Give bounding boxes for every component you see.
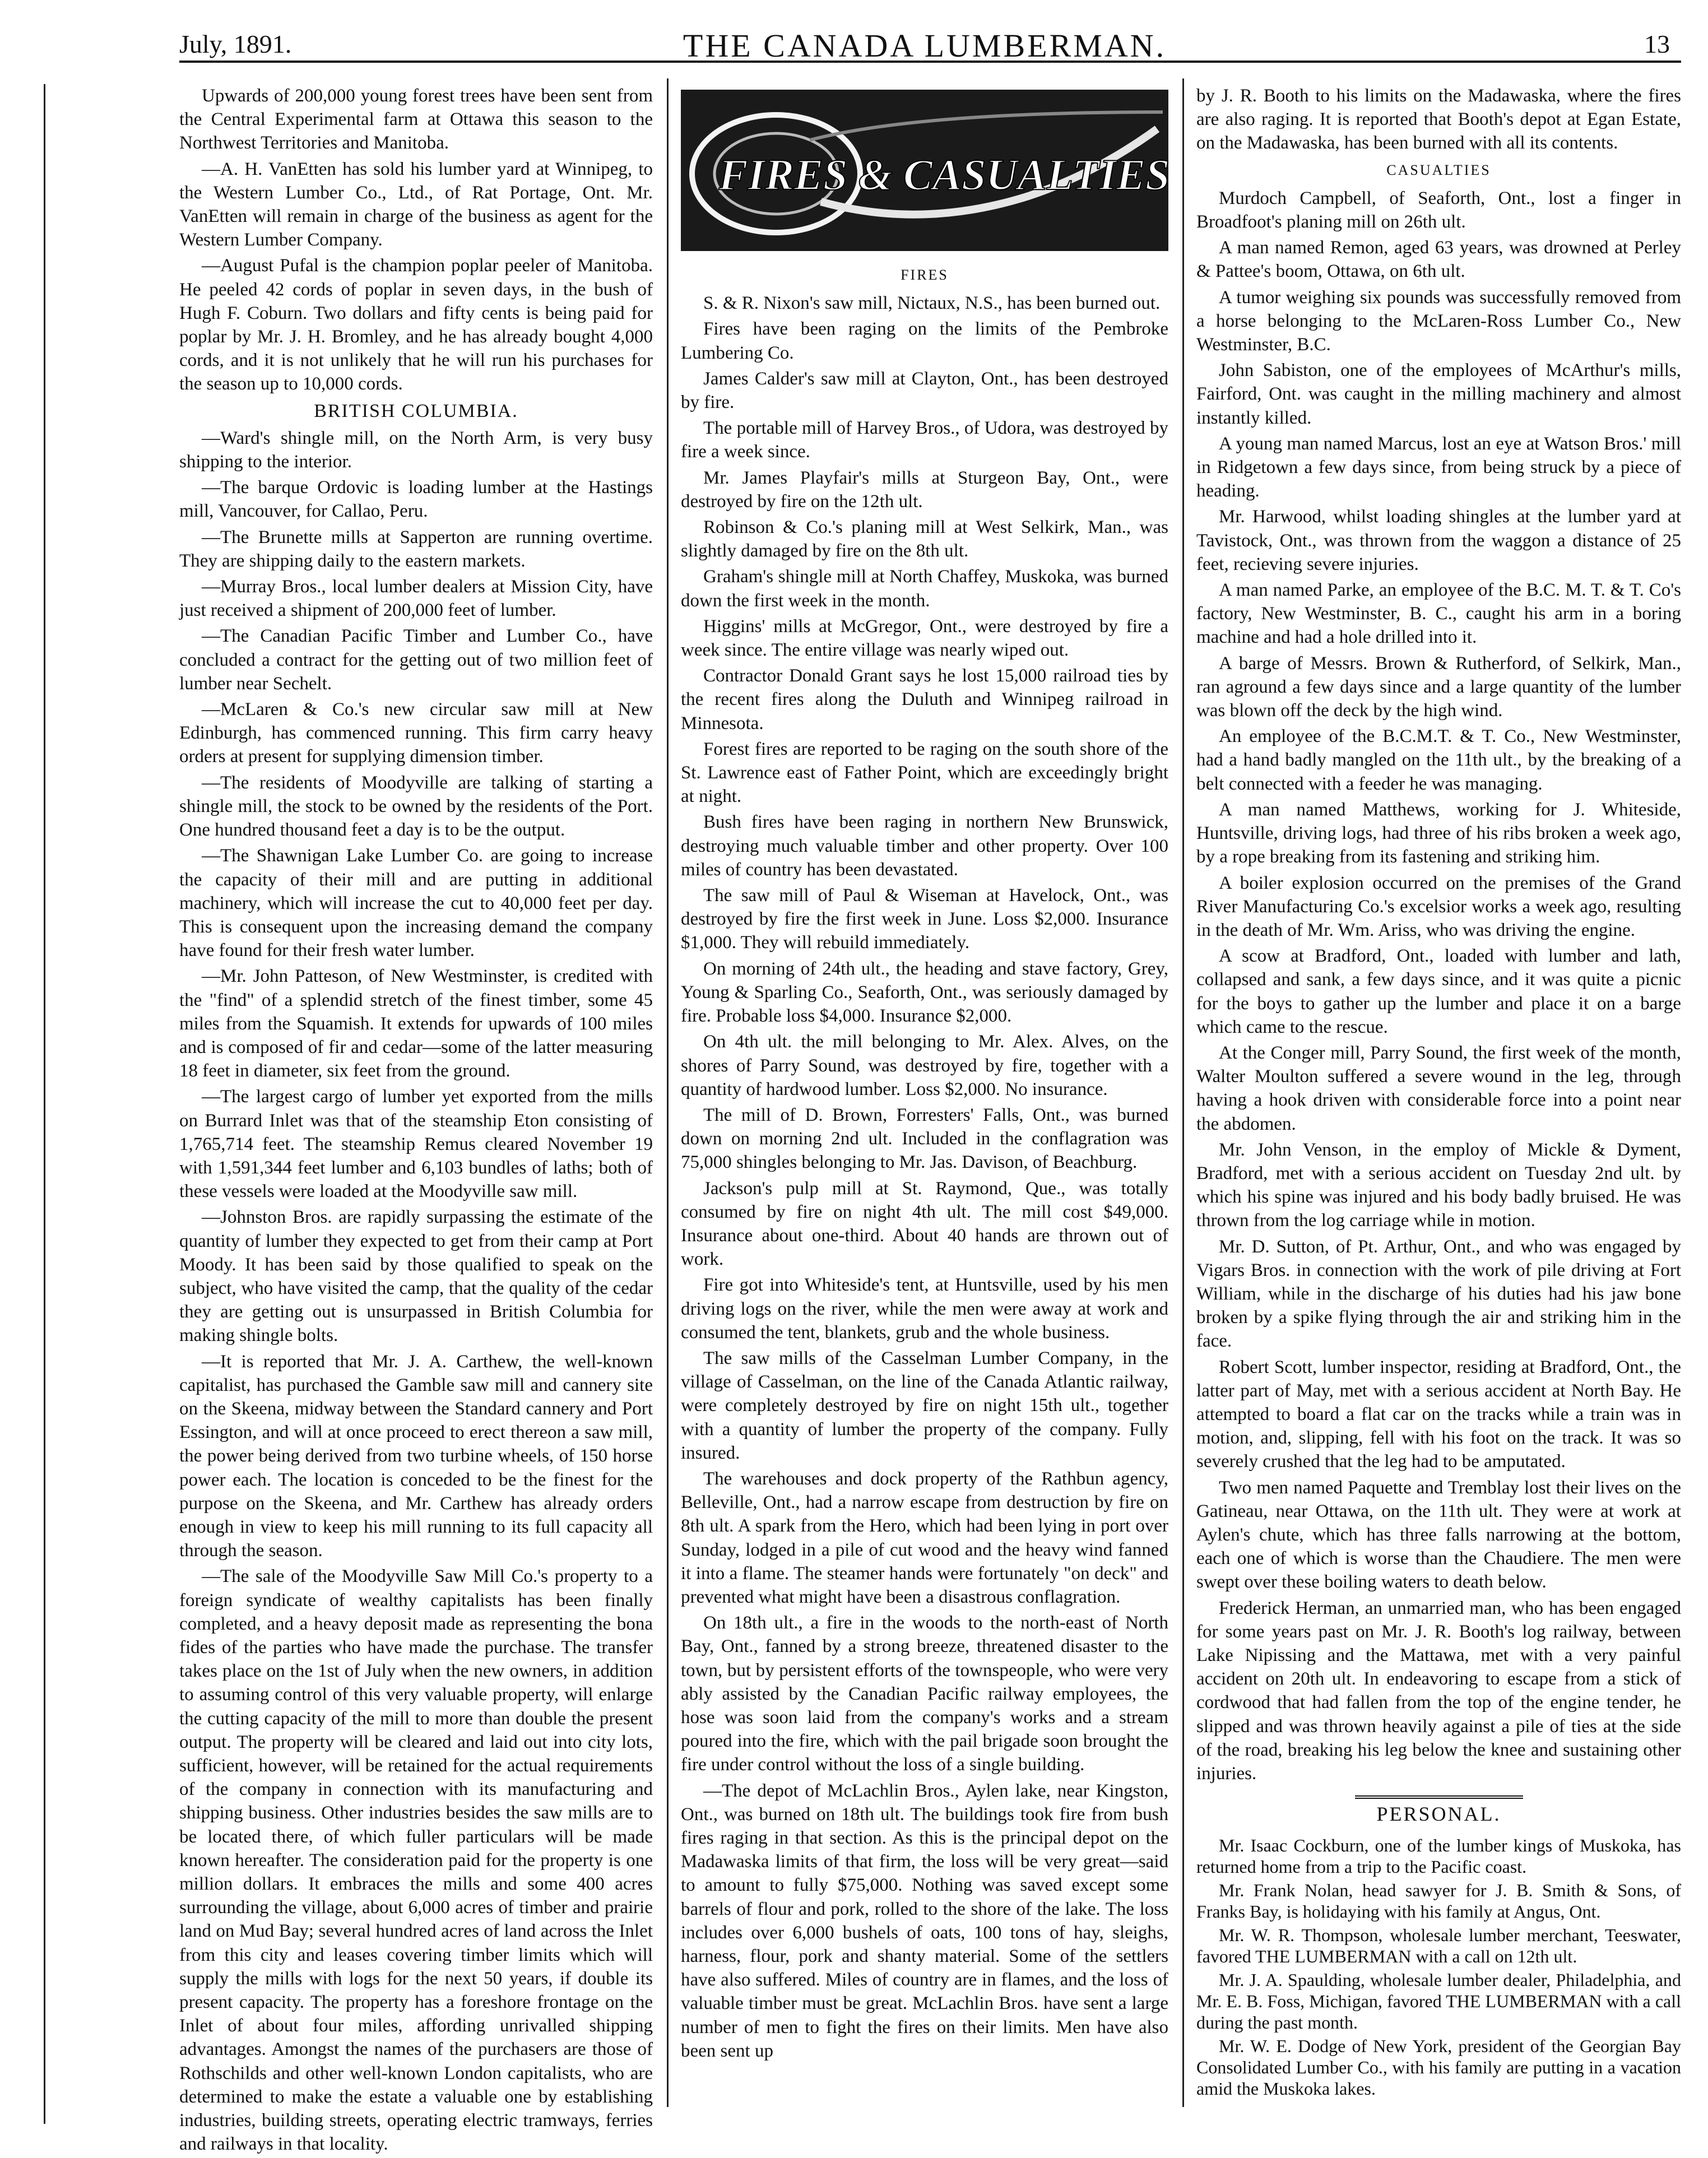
- article: A man named Remon, aged 63 years, was drowned at Perley & Pattee's boom, Ottawa, on 6th ult.: [1196, 238, 1681, 282]
- article: A boiler explosion occurred on the premises of the Grand River Manufacturing Co.'s excelsior works a week ago, resulting in the death of Mr. Wm. Ariss, who was driving the engine.: [1196, 873, 1681, 940]
- article: Two men named Paquette and Tremblay lost their lives on the Gatineau, near Ottawa, on the 11th ult. They were at work at Aylen's chute, which has three falls narrowing at the bottom, each one of which is worse than the Chaudiere. The men were swept over these boiling waters to death below.: [1196, 1477, 1681, 1593]
- article: —August Pufal is the champion poplar peeler of Manitoba. He peeled 42 cords of poplar in seven days, in the bush of Hugh F. Coburn. Two dollars and fifty cents is being paid for poplar by Mr. J. H. Bromley, and he has already bought 4,000 cords, and it is not unlikely that he will run his purchases for the season up to 10,000 cords.: [179, 256, 653, 395]
- article: —The residents of Moodyville are talking of starting a shingle mill, the stock to be owned by the residents of the Port. One hundred thousand feet a day is to be the output.: [179, 772, 653, 841]
- article: A scow at Bradford, Ont., loaded with lumber and lath, collapsed and sank, a few days since, and it was quite a picnic for the boys to gather up the lumber and place it on a barge which came to the rescue.: [1196, 946, 1681, 1037]
- personal-item: Mr. Isaac Cockburn, one of the lumber kings of Muskoka, has returned home from a trip to the Pacific coast.: [1196, 1835, 1681, 1877]
- article: —Johnston Bros. are rapidly surpassing the estimate of the quantity of lumber they expected to get from their camp at Port Moody. It has been said by those qualified to speak on the subject, who have visited the camp, that the quality of the cedar they are getting out is unsurpassed in British Columbia for making shingle bolts.: [179, 1207, 653, 1346]
- article: On morning of 24th ult., the heading and stave factory, Grey, Young & Sparling Co., Seaforth, Ont., was seriously damaged by fire. Probable loss $4,000. Insurance $2,000.: [681, 958, 1168, 1027]
- header-rule: [179, 61, 1681, 63]
- article: Graham's shingle mill at North Chaffey, Muskoka, was burned down the first week in the month.: [681, 567, 1168, 611]
- article: Forest fires are reported to be raging on the south shore of the St. Lawrence east of Father Point, which are exceedingly bright at night.: [681, 739, 1168, 807]
- article: —The Canadian Pacific Timber and Lumber Co., have concluded a contract for the getting out of two million feet of lumber near Sechelt.: [179, 626, 653, 694]
- article: Higgins' mills at McGregor, Ont., were destroyed by fire a week since. The entire village was nearly wiped out.: [681, 616, 1168, 661]
- section-heading: BRITISH COLUMBIA.: [314, 400, 518, 421]
- column-divider: [667, 78, 669, 2107]
- article: Mr. D. Sutton, of Pt. Arthur, Ont., and who was engaged by Vigars Bros. in connection with the work of pile driving at Fort William, while in the discharge of his duties had his jaw bone broken by a spike flying through the air and striking him in the face.: [1196, 1236, 1681, 1352]
- article: —Murray Bros., local lumber dealers at Mission City, have just received a shipment of 200,000 feet of lumber.: [179, 577, 653, 621]
- banner-art: [681, 90, 1168, 251]
- article: Upwards of 200,000 young forest trees have been sent from the Central Experimental farm at Ottawa this season to the Northwest Territories and Manitoba.: [179, 86, 653, 154]
- personal-item: Mr. W. R. Thompson, wholesale lumber merchant, Teeswater, favored THE LUMBERMAN with a call on 12th ult.: [1196, 1925, 1681, 1967]
- banner-title: FIRES & CASUALTIES: [718, 150, 1168, 199]
- article: On 4th ult. the mill belonging to Mr. Alex. Alves, on the shores of Parry Sound, was destroyed by fire, together with a quantity of hardwood lumber. Loss $2,000. No insurance.: [681, 1032, 1168, 1099]
- ornament-rule: [1355, 1795, 1523, 1799]
- article: The mill of D. Brown, Forresters' Falls, Ont., was burned down on morning 2nd ult. Included in the conflagration was 75,000 shingles belonging to Mr. Jas. Davison, of Beachburg.: [681, 1104, 1168, 1173]
- page-number: 13: [1644, 30, 1670, 58]
- article: —McLaren & Co.'s new circular saw mill at New Edinburgh, has commenced running. This firm carry heavy orders at present for supplying dimension timber.: [179, 699, 653, 767]
- personal-item: Mr. Frank Nolan, head sawyer for J. B. Smith & Sons, of Franks Bay, is holidaying with his family at Angus, Ont.: [1196, 1880, 1681, 1922]
- article: Bush fires have been raging in northern New Brunswick, destroying much valuable timber and other property. Over 100 miles of country has been devastated.: [681, 812, 1168, 880]
- article: Frederick Herman, an unmarried man, who has been engaged for some years past on Mr. J. R. Booth's log railway, between Lake Nipissing and the Mattawa, met with a very painful accident on 20th ult. In endeavoring to escape from a stick of cordwood that had fallen from the top of the engine tender, he slipped and was thrown heavily against a pile of ties at the side of the road, breaking his leg below the knee and sustaining other injuries.: [1196, 1598, 1681, 1784]
- article: A young man named Marcus, lost an eye at Watson Bros.' mill in Ridgetown a few days since, from being struck by a piece of heading.: [1196, 433, 1681, 502]
- article: —A. H. VanEtten has sold his lumber yard at Winnipeg, to the Western Lumber Co., Ltd., of Rat Portage, Ont. Mr. VanEtten will remain in charge of the business as agent for the Western Lumber Company.: [179, 159, 653, 250]
- article: —It is reported that Mr. J. A. Carthew, the well-known capitalist, has purchased the Gamble saw mill and cannery site on the Skeena, midway between the Standard cannery and Port Essington, and will at once proceed to erect thereon a saw mill, the power being derived from two turbine wheels, of 150 horse power each. The location is conceded to be the finest for the purpose on the Skeena, and Mr. Carthew has already orders enough in view to keep his mill running to its full capacity all through the season.: [179, 1351, 653, 1561]
- article: —The Shawnigan Lake Lumber Co. are going to increase the capacity of their mill and are putting in additional machinery, which will increase the cut to 40,000 feet per day. This is consequent upon the increasing demand the company have found for their fresh water lumber.: [179, 846, 653, 961]
- personal-item: Mr. J. A. Spaulding, wholesale lumber dealer, Philadelphia, and Mr. E. B. Foss, Michigan, favored THE LUMBERMAN with a call during the past month.: [1196, 1970, 1681, 2033]
- article: The portable mill of Harvey Bros., of Udora, was destroyed by fire a week since.: [681, 418, 1168, 462]
- article: A man named Matthews, working for J. Whiteside, Huntsville, driving logs, had three of his ribs broken a week ago, by a rope breaking from its fastening and striking him.: [1196, 799, 1681, 867]
- article: —The barque Ordovic is loading lumber at the Hastings mill, Vancouver, for Callao, Peru.: [179, 477, 653, 522]
- article: Murdoch Campbell, of Seaforth, Ont., lost a finger in Broadfoot's planing mill on 26th ult.: [1196, 188, 1681, 233]
- fires-casualties-banner: [681, 90, 1168, 251]
- article: Fires have been raging on the limits of the Pembroke Lumbering Co.: [681, 319, 1168, 363]
- article: —The Brunette mills at Sapperton are running overtime. They are shipping daily to the eastern markets.: [179, 527, 653, 571]
- article: A man named Parke, an employee of the B.C. M. T. & T. Co's factory, New Westminster, B. C., caught his arm in a boring machine and had a hole drilled into it.: [1196, 580, 1681, 648]
- section-heading: FIRES: [901, 267, 949, 283]
- article: A barge of Messrs. Brown & Rutherford, of Selkirk, Man., ran aground a few days since and a large quantity of the lumber was blown off the deck by the high wind.: [1196, 653, 1681, 721]
- article: An employee of the B.C.M.T. & T. Co., New Westminster, had a hand badly mangled on the 11th ult., by the breaking of a belt connected with a feeder he was managing.: [1196, 726, 1681, 794]
- article: Robinson & Co.'s planing mill at West Selkirk, Man., was slightly damaged by fire on the 8th ult.: [681, 517, 1168, 561]
- personal-notes: [1196, 1835, 1681, 2099]
- article: Mr. James Playfair's mills at Sturgeon Bay, Ont., were destroyed by fire on the 12th ult.: [681, 467, 1168, 512]
- article: —The sale of the Moodyville Saw Mill Co.'s property to a foreign syndicate of wealthy capitalists has been finally completed, and a heavy deposit made as representing the bona fides of the parties who have made the purchase. The transfer takes place on the 1st of July when the new owners, in addition to assuming control of this very valuable property, will enlarge the cutting capacity of the mill to more than double the present output. The property will be cleared and laid out into city lots, sufficient, however, will be retained for the actual requirements of the company in connection with its manufacturing and shipping business. Other industries besides the saw mills are to be located there, of which fuller particulars will be made known hereafter. The consideration paid for the property is one million dollars. It embraces the mills and some 400 acres surrounding the village, about 6,000 acres of timber and prairie land on Mud Bay; several hundred acres of land across the Inlet from this city and leases covering timber limits which will supply the mills with logs for the next 50 years, if double its present capacity. The property has a foreshore frontage on the Inlet of about four miles, affording unrivalled shipping advantages. Amongst the names of the purchasers are those of Rothschilds and other well-known London capitalists, who are determined to make the estate a valuable one by establishing industries, building streets, operating electric tramways, ferries and railways in that locality.: [179, 1566, 653, 2155]
- article: Fire got into Whiteside's tent, at Huntsville, used by his men driving logs on the river, while the men were away at work and consumed the tent, blankets, grub and the whole business.: [681, 1275, 1168, 1343]
- margin-mark: [44, 84, 45, 2124]
- personal-item: Mr. W. E. Dodge of New York, president of the Georgian Bay Consolidated Lumber Co., with his family are putting in a vacation amid the Muskoka lakes.: [1196, 2036, 1681, 2099]
- article: Mr. John Venson, in the employ of Mickle & Dyment, Bradford, met with a serious accident on Tuesday 2nd ult. by which his spine was injured and his body badly bruised. He was thrown from the log carriage while in motion.: [1196, 1139, 1681, 1231]
- article: —The largest cargo of lumber yet exported from the mills on Burrard Inlet was that of the steamship Eton consisting of 1,765,714 feet. The steamship Remus cleared November 19 with 1,591,344 feet lumber and 6,103 bundles of laths; both of these vessels were loaded at the Moodyville saw mill.: [179, 1087, 653, 1202]
- article: —The depot of McLachlin Bros., Aylen lake, near Kingston, Ont., was burned on 18th ult. The buildings took fire from bush fires raging in that section. As this is the principal depot on the Madawaska limits of that firm, the loss will be very great—said to amount to fully $75,000. Nothing was saved except some barrels of flour and pork, rolled to the shore of the lake. The loss includes over 6,000 bushels of oats, 100 tons of hay, sleighs, harness, flour, pork and shanty material. Some of the settlers have also suffered. Miles of country are in flames, and the loss of valuable timber must be great. McLachlin Bros. have sent a large number of men to fight the fires on their limits. Men have also been sent up: [681, 1780, 1168, 2061]
- column-divider: [1182, 78, 1184, 2107]
- article: S. & R. Nixon's saw mill, Nictaux, N.S., has been burned out.: [703, 293, 1161, 314]
- article: A tumor weighing six pounds was successfully removed from a horse belonging to the McLaren-Ross Lumber Co., New Westminster, B.C.: [1196, 287, 1681, 355]
- article: The saw mill of Paul & Wiseman at Havelock, Ont., was destroyed by fire the first week in June. Loss $2,000. Insurance $1,000. They will rebuild immediately.: [681, 885, 1168, 953]
- article: The saw mills of the Casselman Lumber Company, in the village of Casselman, on the line of the Canada Atlantic railway, were completely destroyed by fire on night 15th ult., together with a quantity of lumber the property of the company. Fully insured.: [681, 1348, 1168, 1463]
- newspaper-title: THE CANADA LUMBERMAN.: [683, 27, 1167, 64]
- article: Robert Scott, lumber inspector, residing at Bradford, Ont., the latter part of May, met with a serious accident at North Bay. He attempted to board a flat car on the tracks while a train was in motion, and, slipping, fell with his foot on the track. It was so severely crushed that the leg had to be amputated.: [1196, 1357, 1681, 1472]
- section-heading: PERSONAL.: [1376, 1803, 1501, 1826]
- article: The warehouses and dock property of the Rathbun agency, Belleville, Ont., had a narrow escape from destruction by fire on 8th ult. A spark from the Hero, which had been lying in port over Sunday, lodged in a pile of cut wood and the heavy wind fanned it into a flame. The steamer hands were fortunately "on deck" and prevented what might have been a disastrous conflagration.: [681, 1468, 1168, 1607]
- article: —Mr. John Patteson, of New Westminster, is credited with the "find" of a splendid stretch of the finest timber, some 45 miles from the Squamish. It extends for upwards of 100 miles and is composed of fir and cedar—some of the latter measuring 18 feet in diameter, six feet from the ground.: [179, 966, 653, 1082]
- article: by J. R. Booth to his limits on the Madawaska, where the fires are also raging. It is reported that Booth's depot at Egan Estate, on the Madawaska, has been burned with all its contents.: [1196, 86, 1681, 154]
- section-heading: CASUALTIES: [1386, 161, 1491, 178]
- article: James Calder's saw mill at Clayton, Ont., has been destroyed by fire.: [681, 368, 1168, 413]
- column-left: [179, 84, 653, 2158]
- issue-date: July, 1891.: [179, 30, 292, 58]
- article: John Sabiston, one of the employees of McArthur's mills, Fairford, Ont. was caught in the milling machinery and almost instantly killed.: [1196, 360, 1681, 428]
- article: —Ward's shingle mill, on the North Arm, is very busy shipping to the interior.: [179, 428, 653, 472]
- personal-section-header: [1196, 1795, 1681, 1827]
- column-middle: [681, 84, 1168, 2065]
- article: At the Conger mill, Parry Sound, the first week of the month, Walter Moulton suffered a severe wound in the leg, through having a hook driven with considerable force into a point near the abdomen.: [1196, 1042, 1681, 1134]
- article: Contractor Donald Grant says he lost 15,000 railroad ties by the recent fires along the Duluth and Winnipeg railroad in Minnesota.: [681, 666, 1168, 734]
- article: Jackson's pulp mill at St. Raymond, Que., was totally consumed by fire on night 4th ult. The mill cost $49,000. Insurance about one-third. About 40 hands are thrown out of work.: [681, 1178, 1168, 1270]
- column-right: [1196, 84, 1681, 2101]
- page-header: [179, 27, 1670, 63]
- article: On 18th ult., a fire in the woods to the north-east of North Bay, Ont., fanned by a strong breeze, threatened disaster to the town, but by persistent efforts of the townspeople, who were very ably assisted by the Canadian Pacific railway employees, the hose was soon laid from the company's works and a stream poured into the fire, which with the pail brigade soon brought the fire under control without the loss of a single building.: [681, 1613, 1168, 1775]
- article: Mr. Harwood, whilst loading shingles at the lumber yard at Tavistock, Ont., was thrown from the waggon a distance of 25 feet, recieving severe injuries.: [1196, 507, 1681, 574]
